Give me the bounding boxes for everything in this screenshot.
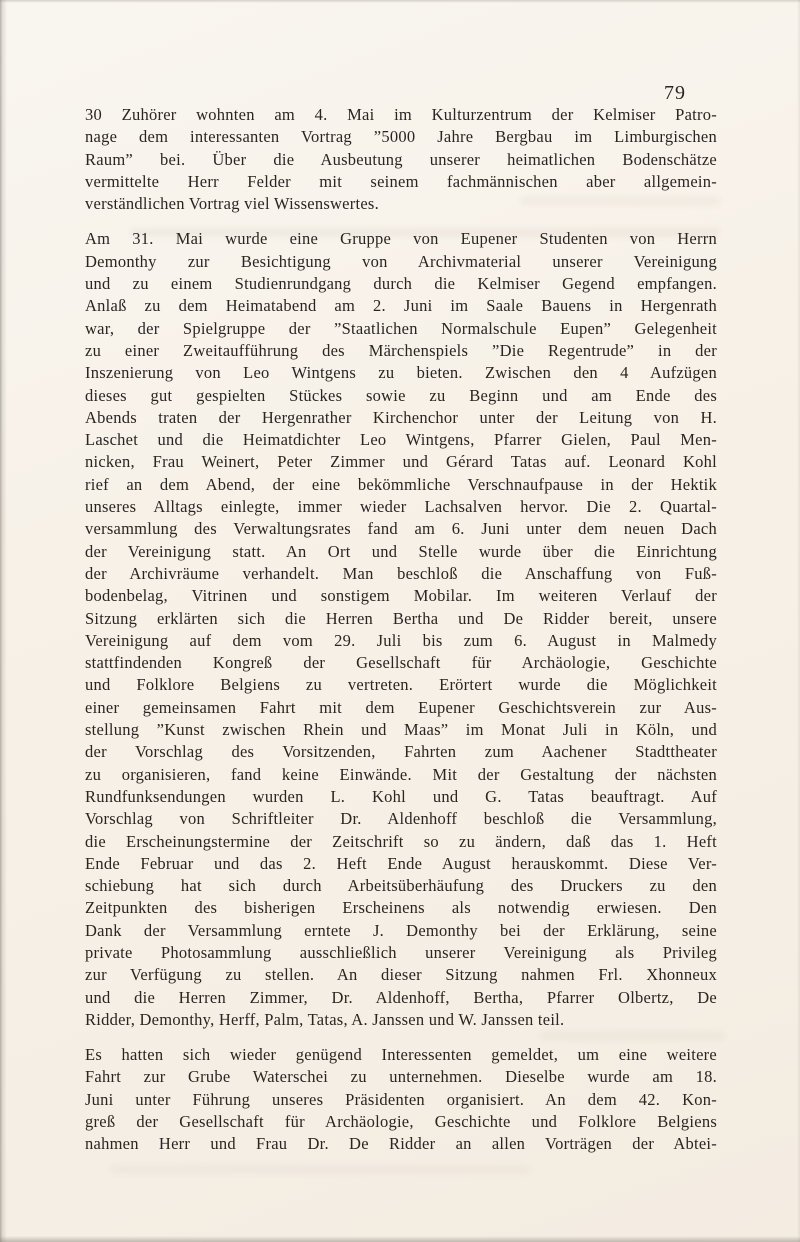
text-line: Ende Februar und das 2. Heft Ende August herauskommt. Diese Ver-	[85, 853, 717, 873]
text-line: bodenbelag, Vitrinen und sonstigem Mobilar. Im weiteren Verlauf der	[85, 586, 717, 606]
paragraph	[85, 1044, 717, 1155]
text-line: zu einer Zweitaufführung des Märchenspiels ”Die Regentrude” in der	[85, 340, 717, 360]
text-line: der Vorschlag des Vorsitzenden, Fahrten zum Aachener Stadttheater	[85, 742, 717, 762]
text-line: Inszenierung von Leo Wintgens zu bieten. Zwischen den 4 Aufzügen	[85, 363, 717, 383]
text-line: war, der Spielgruppe der ”Staatlichen Normalschule Eupen” Gelegenheit	[85, 318, 717, 338]
text-line: Rundfunksendungen wurden L. Kohl und G. Tatas beauftragt. Auf	[85, 786, 717, 806]
text-line: Fahrt zur Grube Waterschei zu unternehmen. Dieselbe wurde am 18.	[85, 1067, 717, 1087]
text-line: Vorschlag von Schriftleiter Dr. Aldenhoff beschloß die Versammlung,	[85, 809, 717, 829]
text-line: private Photosammlung ausschließlich unserer Vereinigung als Privileg	[85, 942, 717, 962]
text-line: Anlaß zu dem Heimatabend am 2. Juni im Saale Bauens in Hergenrath	[85, 296, 717, 316]
text-line: 30 Zuhörer wohnten am 4. Mai im Kulturzentrum der Kelmiser Patro-	[85, 105, 717, 124]
page-number: 79	[664, 82, 686, 104]
paragraph	[85, 104, 717, 215]
text-line: stattfindenden Kongreß der Gesellschaft für Archäologie, Geschichte	[85, 653, 717, 673]
page-edge-shadow-left	[0, 0, 7, 1242]
text-block	[85, 104, 717, 1156]
text-line: Vereinigung auf dem vom 29. Juli bis zum 6. August in Malmedy	[85, 630, 717, 650]
text-line: Laschet und die Heimatdichter Leo Wintgens, Pfarrer Gielen, Paul Men-	[85, 430, 717, 450]
page-edge-shadow-top	[0, 0, 800, 3]
text-line: stellung ”Kunst zwischen Rhein und Maas” im Monat Juli in Köln, und	[85, 720, 717, 740]
text-line: einer gemeinsamen Fahrt mit dem Eupener Geschichtsverein zur Aus-	[85, 697, 717, 717]
text-line: rief an dem Abend, der eine bekömmliche Verschnaufpause in der Hektik	[85, 474, 717, 494]
text-line: verständlichen Vortrag viel Wissenswertes.	[85, 194, 379, 214]
text-line: Abends traten der Hergenrather Kirchenchor unter der Leitung von H.	[85, 407, 717, 427]
text-line: zu organisieren, fand keine Einwände. Mit der Gestaltung der nächsten	[85, 764, 717, 784]
text-line: vermittelte Herr Felder mit seinem fachmännischen aber allgemein-	[85, 171, 717, 191]
text-line: Juni unter Führung unseres Präsidenten organisiert. An dem 42. Kon-	[85, 1089, 717, 1109]
text-line: und die Herren Zimmer, Dr. Aldenhoff, Bertha, Pfarrer Olbertz, De	[85, 987, 717, 1007]
text-line: der Vereinigung statt. An Ort und Stelle wurde über die Einrichtung	[85, 541, 717, 561]
text-line: dieses gut gespielten Stückes sowie zu Beginn und am Ende des	[85, 385, 717, 405]
text-line: versammlung des Verwaltungsrates fand am 6. Juni unter dem neuen Dach	[85, 519, 717, 539]
text-line: Am 31. Mai wurde eine Gruppe von Eupener Studenten von Herrn	[85, 229, 717, 249]
text-line: unseres Alltags einlegte, immer wieder Lachsalven hervor. Die 2. Quartal-	[85, 497, 717, 517]
text-line: nage dem interessanten Vortrag ”5000 Jahre Bergbau im Limburgischen	[85, 127, 717, 147]
text-line: der Archivräume verhandelt. Man beschloß die Anschaffung von Fuß-	[85, 563, 717, 583]
text-line: Demonthy zur Besichtigung von Archivmaterial unserer Vereinigung	[85, 251, 717, 271]
text-line: nahmen Herr und Frau Dr. De Ridder an allen Vorträgen der Abtei-	[85, 1134, 717, 1154]
text-line: zur Verfügung zu stellen. An dieser Sitzung nahmen Frl. Xhonneux	[85, 965, 717, 985]
text-line: und zu einem Studienrundgang durch die Kelmiser Gegend empfangen.	[85, 274, 717, 294]
text-line: die Erscheinungstermine der Zeitschrift so zu ändern, daß das 1. Heft	[85, 831, 717, 851]
text-line: nicken, Frau Weinert, Peter Zimmer und Gérard Tatas auf. Leonard Kohl	[85, 452, 717, 472]
page-edge-shadow-bottom	[0, 1236, 800, 1242]
bleedthrough-smudge	[110, 1165, 530, 1174]
text-line: und Folklore Belgiens zu vertreten. Erörtert wurde die Möglichkeit	[85, 675, 717, 695]
text-line: Zeitpunkten des bisherigen Erscheinens als notwendig erwiesen. Den	[85, 898, 717, 918]
text-line: Es hatten sich wieder genügend Interessenten gemeldet, um eine weitere	[85, 1045, 717, 1065]
text-line: Dank der Versammlung erntete J. Demonthy bei der Erklärung, seine	[85, 920, 717, 940]
text-line: Ridder, Demonthy, Herff, Palm, Tatas, A. Janssen und W. Janssen teil.	[85, 1009, 565, 1029]
text-line: Sitzung erklärten sich die Herren Bertha und De Ridder bereit, unsere	[85, 608, 717, 628]
text-line: greß der Gesellschaft für Archäologie, Geschichte und Folklore Belgiens	[85, 1112, 717, 1132]
text-line: schiebung hat sich durch Arbeitsüberhäufung des Druckers zu den	[85, 876, 717, 896]
text-line: Raum” bei. Über die Ausbeutung unserer heimatlichen Bodenschätze	[85, 149, 717, 169]
paragraph	[85, 228, 717, 1031]
